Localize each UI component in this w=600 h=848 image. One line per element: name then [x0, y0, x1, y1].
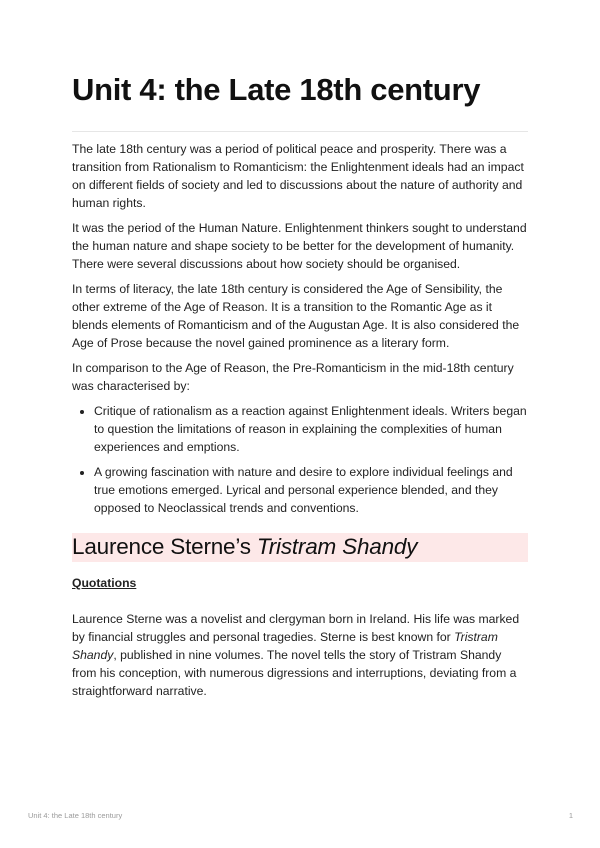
section-heading-italic: Tristram Shandy: [256, 534, 418, 559]
characteristics-list: [72, 402, 528, 517]
paragraph-pre-romanticism: In comparison to the Age of Reason, the Pre-Romanticism in the mid-18th century was characterised by:: [72, 361, 514, 393]
document-body: [72, 140, 528, 707]
list-item: • A growing fascination with nature and desire to explore individual feelings and true emotions emerged. Lyrical and personal experience blended, and they opposed to Neoclassical trends and conventions.: [94, 463, 528, 517]
list-item: • Critique of rationalism as a reaction against Enlightenment ideals. Writers began to question the limitations of reason in explaining the complexities of human experiences and emptions.: [94, 402, 528, 456]
paragraph-sterne: [72, 610, 528, 700]
section-subheading: Quotations: [72, 576, 137, 590]
paragraph-intro: The late 18th century was a period of political peace and prosperity. There was a transition from Rationalism to Romanticism: the Enlightenment ideals had an impact on different fields of society and led to discussions about the nature of authority and human rights.: [72, 142, 524, 210]
footer-title: Unit 4: the Late 18th century: [28, 811, 123, 820]
paragraph-literacy: In terms of literacy, the late 18th century is considered the Age of Sensibility, the other extreme of the Age of Reason. It is a transition to the Romantic Age as it blends elements of Romanticism and of the Augustan Age. It is also considered the Age of Prose because the novel gained prominence as a literary form.: [72, 282, 520, 350]
page-title: Unit 4: the Late 18th century: [72, 72, 481, 107]
section-heading: [72, 533, 528, 562]
title-divider: [72, 131, 528, 132]
footer-page-number: 1: [568, 811, 573, 820]
paragraph-human-nature: It was the period of the Human Nature. Enlightenment thinkers sought to understand the human nature and shape society to be better for the development of humanity. There were several discussions about how society should be organised.: [72, 221, 527, 271]
section-heading-text: Laurence Sterne’s: [72, 534, 257, 559]
sterne-text-part1: Laurence Sterne was a novelist and clergyman born in Ireland. His life was marked by financial struggles and personal tragedies. Sterne is best known for: [72, 612, 520, 644]
sterne-text-italic: Tristram Shandy: [72, 630, 498, 662]
sterne-text-part2: , published in nine volumes. The novel tells the story of Tristram Shandy from his conception, with numerous digressions and interruptions, deviating from a straightforward narrative.: [72, 648, 517, 698]
